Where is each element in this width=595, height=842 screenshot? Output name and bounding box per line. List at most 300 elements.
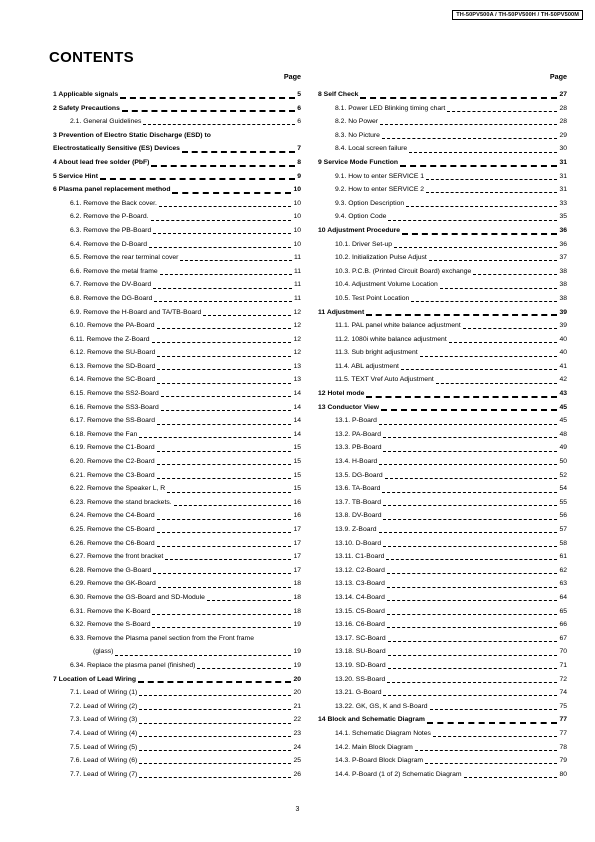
toc-entry-title: 8.3. No Picture [335, 131, 380, 139]
toc-leader-line [180, 260, 292, 261]
toc-entry-title: 6.31. Remove the K-Board [70, 607, 151, 615]
toc-entry[interactable] [318, 621, 567, 635]
toc-leader-line [157, 383, 291, 384]
toc-entry-title: 6.29. Remove the GK-Board [70, 580, 156, 588]
toc-entry[interactable] [53, 526, 301, 540]
toc-entry-page: 12 [293, 308, 301, 316]
toc-leader-line [152, 342, 292, 343]
toc-entry-title: 13.10. D-Board [335, 539, 382, 547]
toc-entry[interactable] [318, 458, 567, 472]
toc-entry[interactable] [318, 472, 567, 486]
toc-entry-title: 13.9. Z-Board [335, 526, 377, 533]
toc-entry[interactable] [53, 404, 301, 418]
toc-leader-line [161, 396, 292, 397]
toc-leader-line [203, 315, 291, 316]
toc-leader-line [139, 437, 291, 438]
toc-leader-line [382, 138, 557, 139]
toc-entry-title: 13.12. C2-Board [335, 566, 385, 574]
toc-entry-title: 6.17. Remove the SS-Board [70, 417, 156, 425]
toc-entry[interactable] [318, 295, 567, 309]
toc-leader-line [379, 464, 557, 465]
page-number: 3 [295, 806, 300, 813]
toc-entry-page: 31 [559, 172, 567, 180]
toc-entry-page: 49 [559, 444, 567, 452]
toc-entry-page: 63 [559, 580, 567, 588]
toc-entry-title: 10.4. Adjustment Volume Location [335, 281, 438, 289]
toc-entry-page: 18 [293, 593, 301, 601]
toc-leader-line [207, 600, 292, 601]
toc-leader-line [473, 274, 557, 275]
toc-leader-line [387, 614, 558, 615]
toc-entry-page: 45 [559, 417, 567, 425]
toc-entry-title: 8.2. No Power [335, 118, 379, 126]
toc-entry-page: 17 [293, 566, 301, 574]
toc-entry-title: 11.4. ABL adjustment [335, 362, 399, 370]
toc-entry-page: 36 [559, 226, 567, 234]
toc-leader-line [400, 165, 557, 167]
toc-column-left [53, 72, 301, 784]
toc-entry-page: 39 [559, 308, 567, 316]
toc-entry[interactable] [53, 213, 301, 227]
page-column-header: Page [549, 72, 567, 81]
toc-entry-page: 18 [293, 580, 301, 588]
toc-leader-line [409, 152, 557, 153]
toc-leader-line [383, 437, 557, 438]
toc-leader-line [387, 600, 558, 601]
toc-entry-page: 28 [559, 104, 567, 112]
model-number-box: TH-50PV500A / TH-50PV500H / TH-50PV500M [452, 10, 583, 20]
toc-entry[interactable] [53, 309, 301, 323]
toc-entry-page: 27 [559, 91, 567, 98]
toc-entry-title: 7.4. Lead of Wiring (4) [70, 729, 138, 737]
toc-entry-page: 65 [559, 607, 567, 615]
toc-entry[interactable] [318, 485, 567, 499]
toc-leader-line [139, 736, 291, 737]
toc-entry[interactable] [53, 676, 301, 690]
toc-entry-page: 15 [293, 485, 301, 493]
toc-entry[interactable] [53, 648, 301, 662]
toc-entry-page: 17 [293, 539, 301, 547]
toc-entry-title: 13.6. TA-Board [335, 485, 381, 493]
toc-leader-line [115, 655, 291, 656]
toc-entry[interactable] [53, 444, 301, 458]
toc-entry[interactable] [53, 703, 301, 717]
toc-entry-page: 7 [297, 145, 301, 153]
toc-entry-title: 8.4. Local screen failure [335, 145, 408, 153]
toc-entry-page: 48 [559, 430, 567, 438]
toc-entry-title: 7.3. Lead of Wiring (3) [70, 716, 138, 724]
toc-entry-title: 11.2. 1080i white balance adjustment [335, 335, 447, 343]
toc-entry[interactable] [318, 213, 567, 227]
toc-leader-line [153, 573, 291, 574]
toc-leader-line [379, 532, 558, 533]
toc-leader-line [165, 559, 291, 560]
toc-leader-line [379, 424, 557, 425]
toc-entry-title: 6 Plasma panel replacement method [53, 186, 171, 194]
toc-leader-line [463, 328, 558, 329]
toc-entry[interactable] [53, 635, 301, 649]
toc-entry[interactable] [318, 526, 567, 540]
toc-leader-line [383, 519, 557, 520]
toc-entry[interactable] [53, 227, 301, 241]
toc-entry[interactable] [53, 662, 301, 676]
toc-entry[interactable] [53, 132, 301, 146]
toc-entry-page: 12 [293, 335, 301, 343]
toc-entry-page: 29 [559, 131, 567, 139]
toc-entry-page: 21 [293, 702, 301, 710]
toc-leader-line [139, 777, 291, 778]
toc-entry[interactable] [53, 458, 301, 472]
toc-entry[interactable] [53, 336, 301, 350]
toc-leader-line [402, 233, 557, 235]
toc-entry-title: 10.1. Driver Set-up [335, 240, 393, 248]
toc-entry[interactable] [318, 227, 567, 241]
toc-leader-line [139, 709, 291, 710]
toc-entry[interactable] [318, 580, 567, 594]
toc-entry-title: 7.5. Lead of Wiring (5) [70, 743, 138, 751]
toc-entry-title: 7 Location of Lead Wiring [53, 675, 137, 683]
toc-entry-page: 11 [293, 281, 301, 289]
toc-leader-line [157, 328, 292, 329]
toc-entry-page: 31 [559, 186, 567, 194]
toc-leader-line [426, 179, 557, 180]
toc-entry-title: 14.4. P-Board (1 of 2) Schematic Diagram [335, 770, 462, 778]
toc-entry-title: 6.9. Remove the H-Board and TA/TB-Board [70, 308, 202, 316]
toc-entry-page: 38 [559, 281, 567, 289]
toc-entry-page: 31 [559, 158, 567, 166]
toc-entry-page: 57 [559, 526, 567, 533]
toc-entry-title: 9.2. How to enter SERVICE 2 [335, 186, 425, 194]
toc-entry[interactable] [318, 635, 567, 649]
toc-entry-title: 10.2. Initialization Pulse Adjust [335, 254, 427, 262]
toc-entry-page: 10 [293, 199, 301, 207]
toc-entry-page: 9 [297, 172, 301, 180]
toc-entry-page: 14 [293, 403, 301, 411]
toc-entry[interactable] [53, 91, 301, 105]
toc-entry-title: 6.21. Remove the C3-Board [70, 471, 155, 479]
toc-entry[interactable] [53, 716, 301, 730]
toc-entry[interactable] [53, 186, 301, 200]
toc-entry[interactable] [318, 336, 567, 350]
toc-leader-line [386, 559, 557, 560]
toc-entry-page: 15 [293, 471, 301, 479]
toc-entry-title: 12 Hotel mode [318, 390, 365, 398]
toc-entry[interactable] [53, 268, 301, 282]
toc-entry-title: 4 About lead free solder (PbF) [53, 158, 150, 166]
toc-entry[interactable] [318, 309, 567, 323]
toc-entry[interactable] [318, 431, 567, 445]
toc-entry[interactable] [318, 376, 567, 390]
toc-entry[interactable] [318, 567, 567, 581]
toc-leader-line [157, 356, 291, 357]
toc-entry-page: 23 [293, 729, 301, 737]
toc-entry-page: 13 [293, 376, 301, 384]
toc-leader-line [139, 695, 291, 696]
toc-leader-line [152, 614, 291, 615]
toc-entry[interactable] [318, 200, 567, 214]
toc-entry-page: 35 [559, 213, 567, 221]
toc-entry-page: 67 [559, 634, 567, 642]
toc-entry-page: 17 [293, 553, 301, 561]
toc-entry-title: 6.7. Remove the DV-Board [70, 281, 152, 289]
toc-entry-title: 13.14. C4-Board [335, 593, 385, 601]
toc-entry-title: 7.2. Lead of Wiring (2) [70, 702, 138, 710]
toc-entry[interactable] [318, 268, 567, 282]
toc-leader-line [383, 546, 557, 547]
toc-leader-line [100, 178, 295, 180]
toc-leader-line [157, 424, 291, 425]
toc-entry-page: 74 [559, 689, 567, 697]
toc-entry[interactable] [53, 512, 301, 526]
toc-entry[interactable] [53, 159, 301, 173]
toc-entry-title: 6.11. Remove the Z-Board [70, 335, 150, 343]
toc-entry-page: 11 [293, 254, 301, 262]
toc-entry[interactable] [53, 105, 301, 119]
toc-entry[interactable] [53, 295, 301, 309]
toc-entry[interactable] [318, 349, 567, 363]
toc-entry[interactable] [318, 553, 567, 567]
toc-entry[interactable] [53, 771, 301, 785]
toc-entry-page: 39 [559, 322, 567, 330]
toc-entry[interactable] [318, 703, 567, 717]
toc-entry-page: 50 [559, 458, 567, 466]
toc-leader-line [139, 723, 291, 724]
toc-entry[interactable] [53, 689, 301, 703]
toc-entry[interactable] [53, 567, 301, 581]
toc-entry-page: 30 [559, 145, 567, 153]
toc-entry-page: 12 [293, 349, 301, 357]
toc-entry-page: 10 [293, 186, 301, 194]
toc-leader-line [157, 546, 292, 547]
toc-leader-line [411, 301, 557, 302]
toc-entry[interactable] [318, 186, 567, 200]
toc-entry[interactable] [53, 376, 301, 390]
toc-entry[interactable] [318, 689, 567, 703]
toc-entry[interactable] [318, 390, 567, 404]
toc-entry-page: 22 [293, 716, 301, 724]
toc-entry-title: 11.5. TEXT Vref Auto Adjustment [335, 376, 434, 384]
toc-entry-page: 10 [293, 240, 301, 248]
toc-entry-page: 18 [293, 607, 301, 615]
toc-entry-page: 72 [559, 675, 567, 683]
toc-entry-title: 6.27. Remove the front bracket [70, 553, 164, 561]
toc-leader-line [447, 111, 557, 112]
toc-leader-line [157, 532, 292, 533]
toc-entry-title: 6.23. Remove the stand brackets. [70, 498, 172, 506]
toc-entry[interactable] [318, 118, 567, 132]
toc-leader-line [366, 314, 557, 316]
toc-leader-line [383, 505, 557, 506]
toc-entry[interactable] [318, 173, 567, 187]
toc-entry[interactable] [318, 744, 567, 758]
toc-entry[interactable] [318, 159, 567, 173]
toc-entry-title: Electrostatically Sensitive (ES) Devices [53, 145, 180, 153]
toc-entry-title: 6.28. Remove the G-Board [70, 566, 152, 574]
toc-entry[interactable] [318, 648, 567, 662]
toc-entry[interactable] [318, 322, 567, 336]
toc-entry-page: 14 [293, 430, 301, 438]
toc-entry[interactable] [318, 771, 567, 785]
toc-leader-line [122, 110, 295, 112]
toc-entry[interactable] [53, 499, 301, 513]
toc-entry-page: 61 [559, 553, 567, 561]
toc-entry-page: 56 [559, 512, 567, 520]
toc-entry-title: 13.15. C5-Board [335, 607, 385, 615]
toc-entry[interactable] [318, 417, 567, 431]
toc-entry[interactable] [318, 608, 567, 622]
toc-leader-line [172, 192, 291, 194]
toc-entry[interactable] [53, 608, 301, 622]
toc-entry-page: 64 [559, 593, 567, 601]
toc-entry-title: 14.3. P-Board Block Diagram [335, 757, 424, 765]
toc-entry[interactable] [53, 730, 301, 744]
toc-entry[interactable] [318, 132, 567, 146]
toc-entry-title: 8.1. Power LED Blinking timing chart [335, 104, 446, 112]
toc-leader-line [182, 151, 295, 153]
toc-entry-page: 77 [559, 716, 567, 724]
toc-entry[interactable] [318, 757, 567, 771]
toc-entry[interactable] [53, 322, 301, 336]
toc-entry-page: 42 [559, 376, 567, 384]
toc-entry[interactable] [318, 730, 567, 744]
toc-entry-title: 6.34. Replace the plasma panel (finished) [70, 661, 196, 669]
toc-entry-title: 6.24. Remove the C4-Board [70, 512, 155, 520]
toc-entry[interactable] [318, 444, 567, 458]
toc-entry-title: 13.8. DV-Board [335, 512, 382, 520]
toc-entry-title: 6.4. Remove the D-Board [70, 240, 148, 248]
toc-entry[interactable] [318, 281, 567, 295]
toc-entry-title: 3 Prevention of Electro Static Discharge (ESD) to [53, 131, 211, 139]
toc-leader-line [153, 233, 291, 234]
toc-leader-line [436, 383, 558, 384]
toc-entry-title: 13.18. SU-Board [335, 648, 386, 656]
toc-entry[interactable] [318, 594, 567, 608]
toc-entry[interactable] [318, 676, 567, 690]
toc-entry-page: 40 [559, 349, 567, 357]
toc-entry[interactable] [53, 254, 301, 268]
toc-leader-line [388, 220, 557, 221]
toc-entry[interactable] [53, 553, 301, 567]
toc-entry-page: 20 [293, 689, 301, 697]
toc-entry-page: 19 [293, 661, 301, 669]
toc-entry-page: 71 [559, 661, 567, 669]
toc-leader-line [159, 206, 292, 207]
toc-leader-line [415, 750, 558, 751]
toc-entry[interactable] [318, 404, 567, 418]
toc-entry-page: 26 [293, 770, 301, 778]
toc-entry[interactable] [53, 118, 301, 132]
toc-entry-page: 5 [297, 91, 301, 98]
toc-leader-line [161, 410, 292, 411]
toc-leader-line [139, 750, 291, 751]
toc-entry-page: 14 [293, 390, 301, 398]
toc-entry[interactable] [53, 744, 301, 758]
toc-leader-line [429, 260, 558, 261]
toc-entry[interactable] [318, 91, 567, 105]
toc-entry-title: 13.20. SS-Board [335, 675, 386, 683]
toc-list-left [53, 91, 301, 784]
toc-leader-line [157, 464, 292, 465]
toc-entry-page: 28 [559, 118, 567, 126]
toc-entry[interactable] [53, 145, 301, 159]
toc-entry[interactable] [53, 757, 301, 771]
toc-entry[interactable] [53, 417, 301, 431]
toc-leader-line [197, 668, 291, 669]
toc-entry-page: 10 [293, 213, 301, 221]
toc-entry-title: 6.3. Remove the PB-Board [70, 226, 152, 234]
toc-entry[interactable] [318, 363, 567, 377]
toc-leader-line [360, 97, 557, 99]
toc-entry[interactable] [53, 540, 301, 554]
toc-entry[interactable] [53, 621, 301, 635]
toc-entry[interactable] [53, 363, 301, 377]
toc-entry-page: 75 [559, 702, 567, 710]
toc-entry[interactable] [53, 580, 301, 594]
toc-entry[interactable] [53, 594, 301, 608]
toc-leader-line [152, 627, 291, 628]
toc-leader-line [157, 478, 292, 479]
toc-entry[interactable] [318, 512, 567, 526]
toc-leader-line [401, 369, 558, 370]
toc-entry-title: 13.13. C3-Board [335, 580, 385, 588]
toc-entry[interactable] [318, 716, 567, 730]
toc-entry-title: 14.1. Schematic Diagram Notes [335, 729, 431, 737]
toc-leader-line [160, 274, 292, 275]
toc-entry[interactable] [53, 200, 301, 214]
toc-entry[interactable] [318, 540, 567, 554]
toc-entry[interactable] [53, 472, 301, 486]
toc-entry[interactable] [53, 173, 301, 187]
toc-entry[interactable] [318, 241, 567, 255]
toc-entry[interactable] [53, 281, 301, 295]
toc-entry[interactable] [53, 390, 301, 404]
toc-leader-line [143, 124, 295, 125]
toc-entry-title: 13.17. SC-Board [335, 634, 386, 642]
toc-entry[interactable] [318, 254, 567, 268]
toc-entry[interactable] [318, 145, 567, 159]
toc-entry-page: 17 [293, 526, 301, 533]
toc-entry-title: 13.11. C1-Board [335, 553, 385, 561]
toc-entry-title: 2 Safety Precautions [53, 104, 120, 112]
toc-entry[interactable] [318, 662, 567, 676]
toc-entry-page: 16 [293, 512, 301, 520]
toc-entry-page: 36 [559, 240, 567, 248]
toc-leader-line [387, 573, 558, 574]
toc-entry-page: 13 [293, 362, 301, 370]
toc-leader-line [426, 192, 557, 193]
toc-entry[interactable] [53, 241, 301, 255]
toc-entry[interactable] [53, 349, 301, 363]
toc-entry-title: 7.1. Lead of Wiring (1) [70, 689, 138, 697]
toc-leader-line [366, 396, 557, 398]
toc-leader-line [380, 124, 557, 125]
toc-entry-page: 20 [293, 675, 301, 683]
toc-entry-title: 8 Self Check [318, 91, 359, 98]
toc-entry-title: 14.2. Main Block Diagram [335, 743, 413, 751]
toc-entry[interactable] [318, 105, 567, 119]
toc-leader-line [449, 342, 558, 343]
toc-entry-page: 24 [293, 743, 301, 751]
toc-entry-page: 78 [559, 743, 567, 751]
toc-entry-title: 13.7. TB-Board [335, 498, 381, 506]
toc-entry[interactable] [318, 499, 567, 513]
toc-entry[interactable] [53, 485, 301, 499]
toc-entry-title: 7.7. Lead of Wiring (7) [70, 770, 138, 778]
toc-leader-line [425, 763, 557, 764]
toc-entry-title: 6.20. Remove the C2-Board [70, 458, 155, 466]
toc-entry[interactable] [53, 431, 301, 445]
toc-entry-page: 19 [293, 621, 301, 629]
